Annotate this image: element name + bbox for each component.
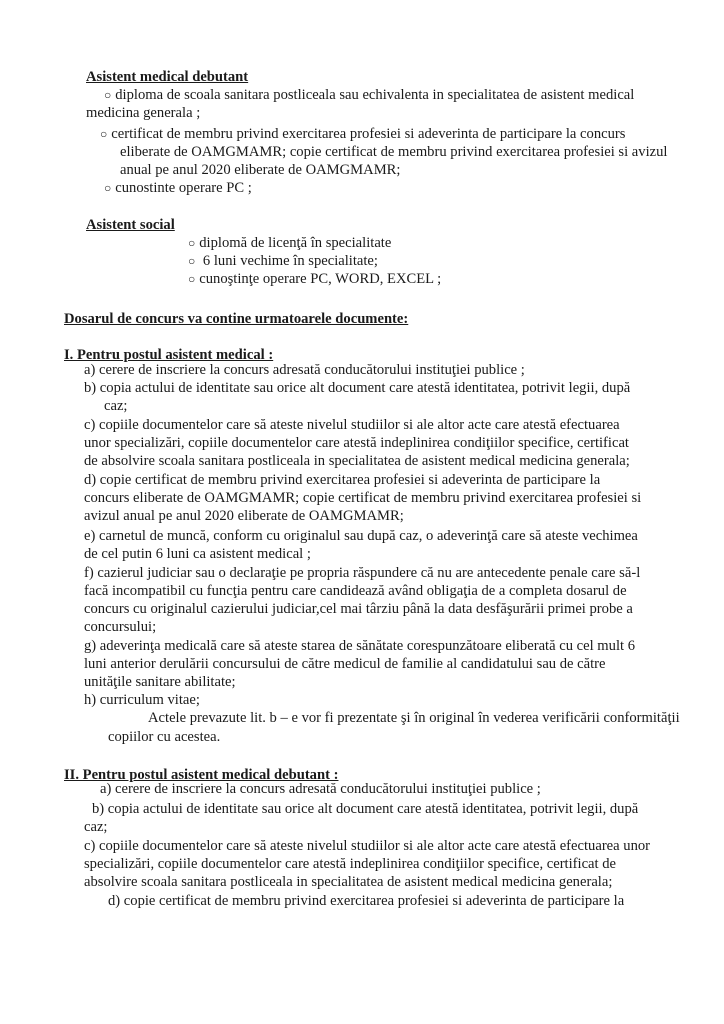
document-note: Actele prevazute lit. b – e vor fi prezentate şi în original în vederea verificării conformităţii [148,710,680,726]
document-item: unor specializări, copiile documentelor care atestă indeplinirea condiţiilor specifice, certificat [84,435,629,451]
document-item: specializări, copiile documentelor care atestă indeplinirea condiţiilor specifice, certificat de [84,856,617,872]
document-item: b) copia actului de identitate sau orice alt document care atestă identitatea, potrivit legii, după [92,801,639,817]
document-item: luni anterior derulării concursului de către medicul de familie al candidatului sau de către [84,656,606,672]
section-heading-asistent-social: Asistent social [86,217,175,233]
document-item: h) curriculum vitae; [84,692,200,708]
section-heading-asistent-debutant-dosar: II. Pentru postul asistent medical debutant : [64,767,339,783]
document-item: concurs eliberate de OAMGMAMR; copie certificat de membru privind exercitarea profesiei si [84,490,642,506]
requirement-line: ○ diploma de scoala sanitara postliceala sau echivalenta in specialitatea de asistent medical [104,86,634,104]
document-item: g) adeverinţa medicală care să ateste starea de sănătate corespunzătoare eliberată cu cel mult 6 [84,638,636,654]
requirement-line: eliberate de OAMGMAMR; copie certificat de membru privind exercitarea profesiei si avizul [120,144,668,160]
requirement-line: ○ cunoştinţe operare PC, WORD, EXCEL ; [188,270,441,288]
document-item: caz; [104,398,128,414]
document-item: absolvire scoala sanitara postliceala in specialitatea de asistent medical medicina generala; [84,874,613,890]
document-item: c) copiile documentelor care să ateste nivelul studiilor si ale altor acte care atestă efectuarea [84,417,620,433]
document-item: b) copia actului de identitate sau orice alt document care atestă identitatea, potrivit legii, după [84,380,631,396]
document-item: de cel putin 6 luni ca asistent medical ; [84,546,311,562]
document-item: caz; [84,819,108,835]
requirement-line: ○ certificat de membru privind exercitarea profesiei si adeverinta de participare la concurs [100,125,625,143]
document-item: a) cerere de inscriere la concurs adresată conducătorului instituţiei publice ; [84,362,525,378]
document-item: de absolvire scoala sanitara postliceala in specialitatea de asistent medical medicina generala; [84,453,630,469]
requirement-line: anual pe anul 2020 eliberate de OAMGMAMR; [120,162,401,178]
dosar-heading: Dosarul de concurs va contine urmatoarele documente: [64,311,409,327]
document-item: d) copie certificat de membru privind exercitarea profesiei si adeverinta de participare la [108,893,625,909]
section-heading-asistent-debutant: Asistent medical debutant [86,69,249,85]
document-item: c) copiile documentelor care să ateste nivelul studiilor si ale altor acte care atestă efectuarea unor [84,838,651,854]
section-heading-asistent-medical: I. Pentru postul asistent medical : [64,347,274,363]
requirement-line: ○ 6 luni vechime în specialitate; [188,252,378,270]
requirement-line: medicina generala ; [86,105,201,121]
requirement-line: ○ diplomă de licenţă în specialitate [188,234,391,252]
document-note: copiilor cu acestea. [108,729,221,745]
document-item: d) copie certificat de membru privind exercitarea profesiei si adeverinta de participare la [84,472,601,488]
document-item: unităţile sanitare abilitate; [84,674,236,690]
document-item: concursului; [84,619,157,635]
requirement-line: ○ cunostinte operare PC ; [104,179,252,197]
document-item: concurs cu originalul cazierului judiciar,cel mai târziu până la data desfăşurării primei probe a [84,601,633,617]
document-item: e) carnetul de muncă, conform cu originalul sau după caz, o adeverinţă care să ateste vechimea [84,528,638,544]
document-item: avizul anual pe anul 2020 eliberate de OAMGMAMR; [84,508,404,524]
document-item: a) cerere de inscriere la concurs adresată conducătorului instituţiei publice ; [100,781,541,797]
document-item: facă incompatibil cu funcţia pentru care candidează având obligaţia de a completa dosarul de [84,583,627,599]
document-item: f) cazierul judiciar sau o declaraţie pe propria răspundere că nu are antecedente penale care să-l [84,565,641,581]
